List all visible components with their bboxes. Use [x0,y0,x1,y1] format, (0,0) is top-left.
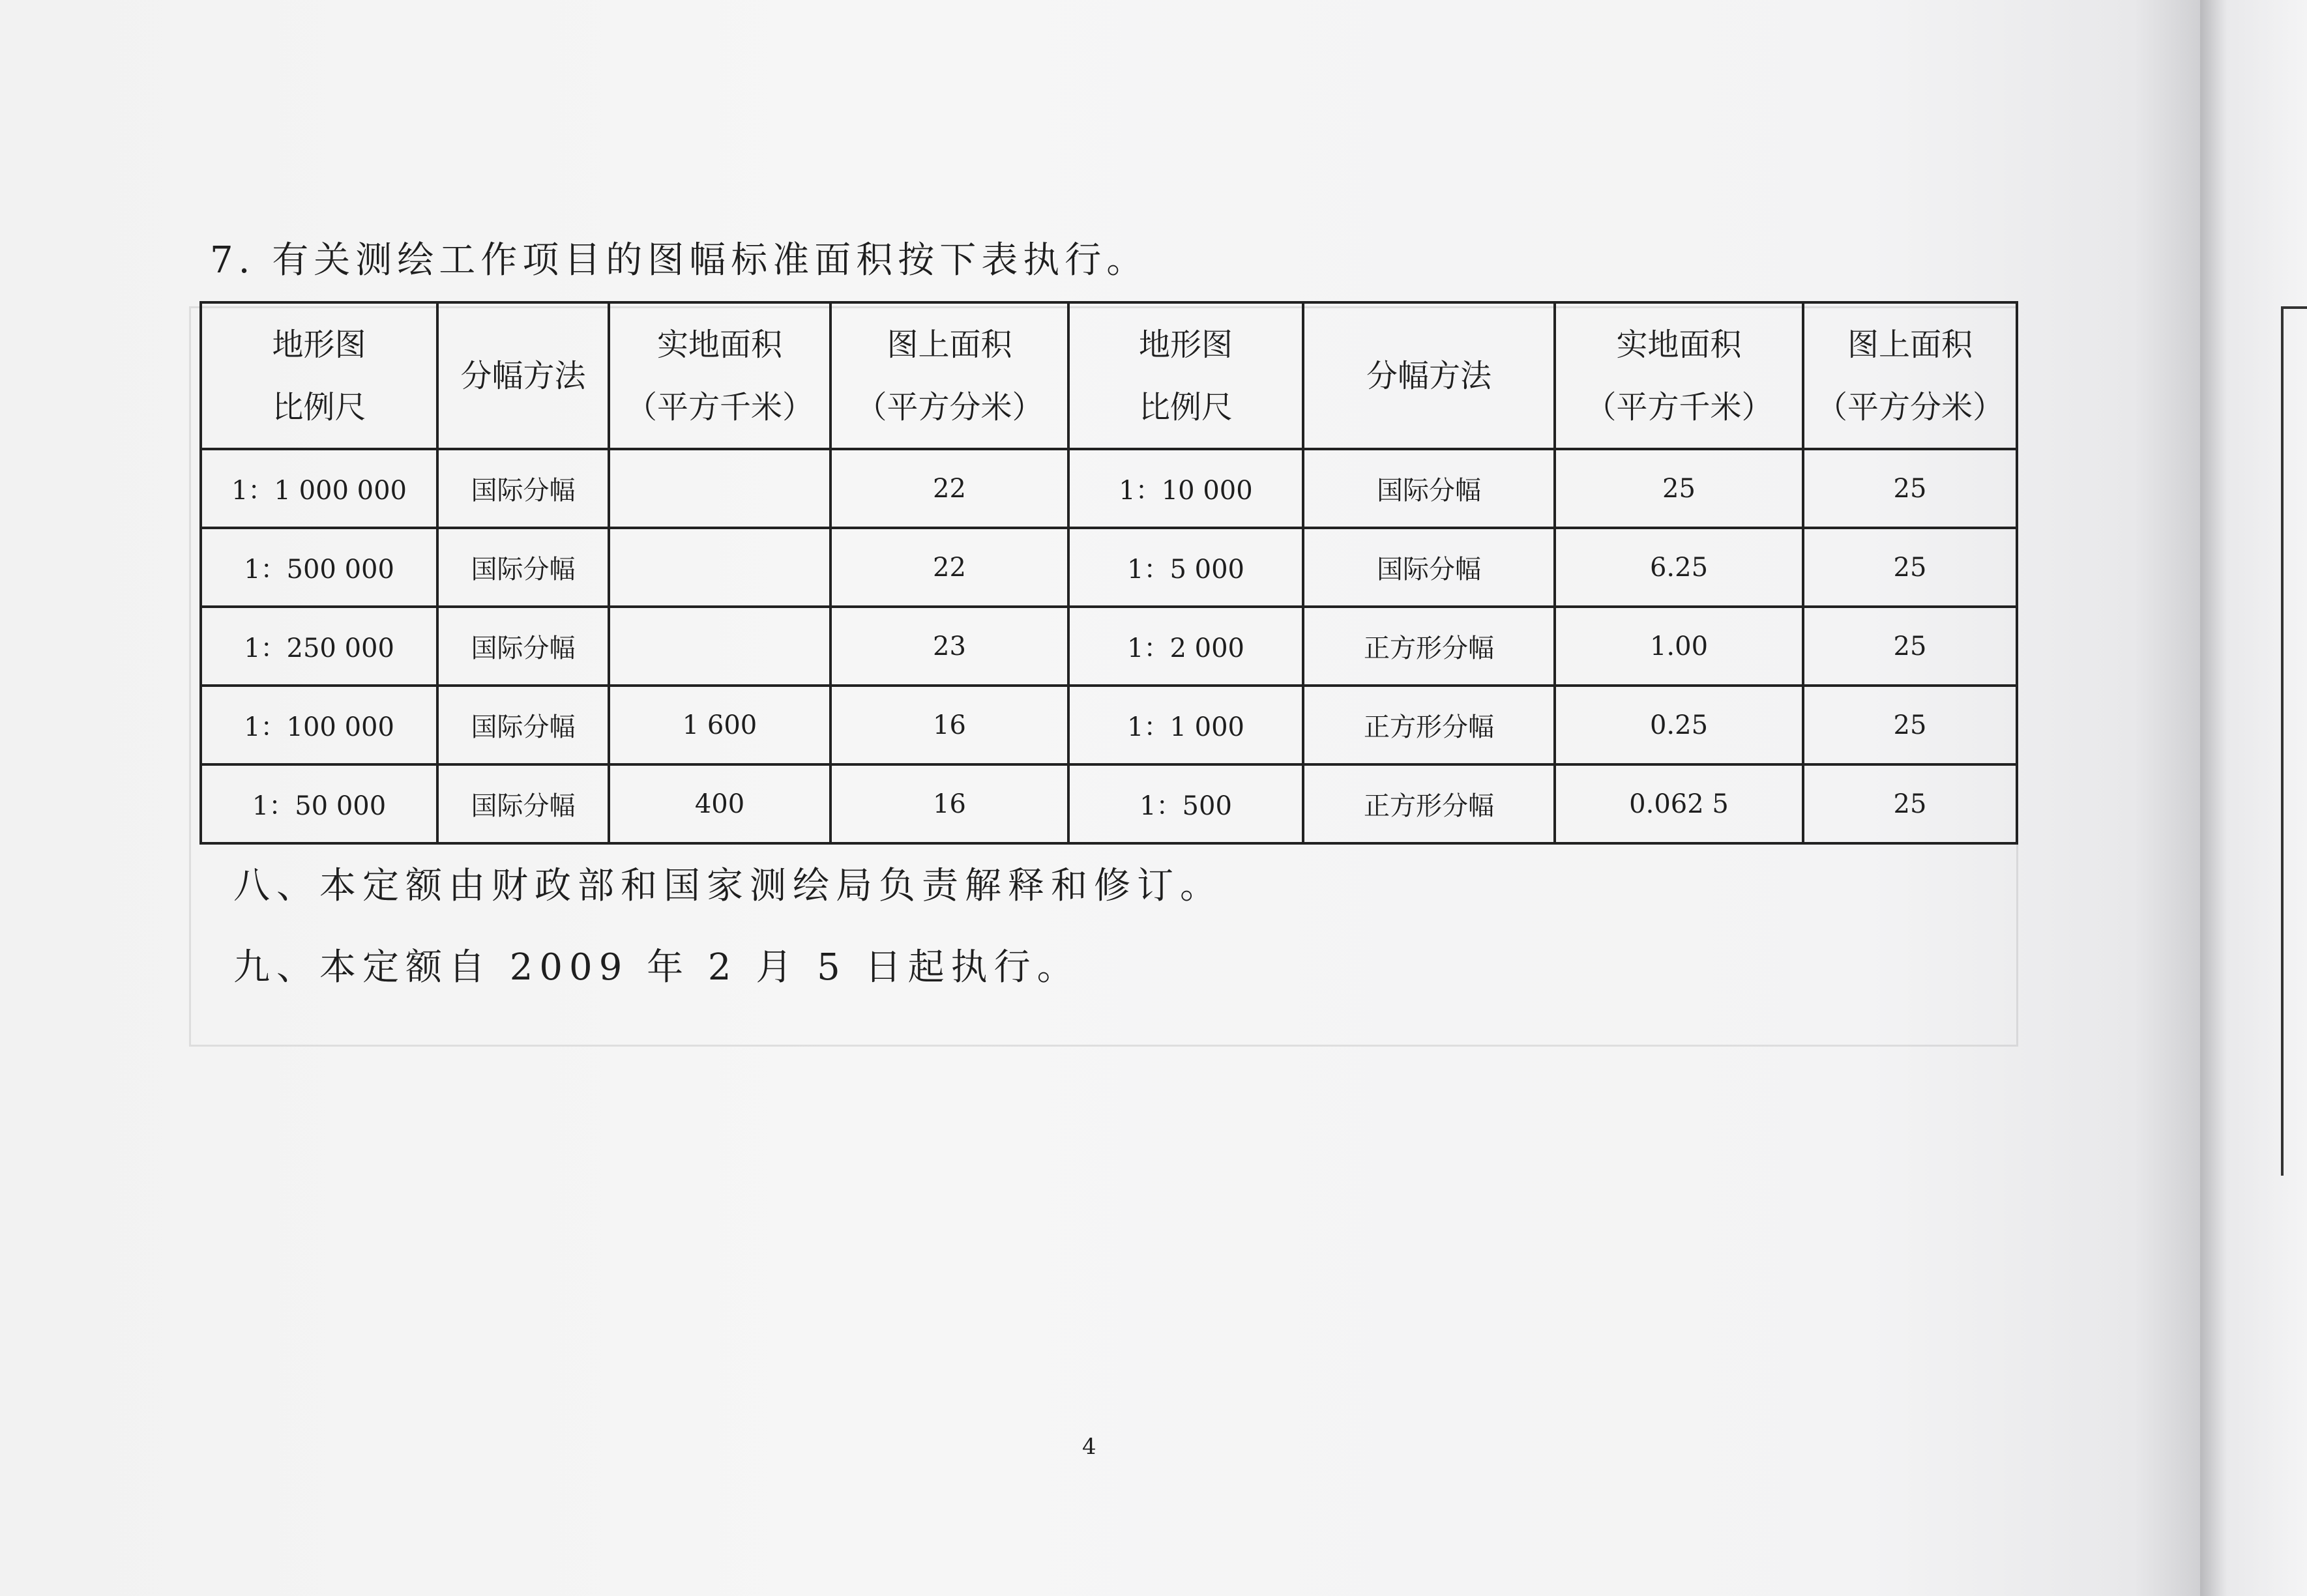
cell-map-area: 25 [1803,686,2017,764]
cell-map-area: 25 [1803,449,2017,528]
table-row [201,686,2017,764]
cell-scale: 1：100 000 [201,686,437,764]
cell-ground-area: 1.00 [1555,607,1803,686]
header-ground-area-left: 实地面积 （平方千米） [609,302,830,449]
header-map-area-left: 图上面积 （平方分米） [830,302,1068,449]
header-scale-left: 地形图 比例尺 [201,302,437,449]
header-method-left: 分幅方法 [437,302,609,449]
cell-map-area: 16 [830,686,1068,764]
adjacent-table-edge [2281,306,2307,1176]
adjacent-page-edge [2200,0,2307,1596]
cell-map-area: 25 [1803,764,2017,843]
cell-map-area: 16 [830,764,1068,843]
cell-method: 国际分幅 [1303,528,1555,607]
cell-ground-area [609,607,830,686]
cell-ground-area [609,528,830,607]
cell-ground-area: 0.062 5 [1555,764,1803,843]
page-number: 4 [1082,1434,1096,1460]
cell-ground-area [609,449,830,528]
cell-ground-area: 1 600 [609,686,830,764]
cell-method: 国际分幅 [437,449,609,528]
cell-scale: 1：10 000 [1068,449,1303,528]
cell-map-area: 25 [1803,607,2017,686]
table-row [201,449,2017,528]
header-map-area-right: 图上面积 （平方分米） [1803,302,2017,449]
cell-scale: 1：1 000 [1068,686,1303,764]
cell-scale: 1：500 000 [201,528,437,607]
standard-area-table [199,301,2018,845]
cell-method: 国际分幅 [437,764,609,843]
cell-method: 国际分幅 [437,607,609,686]
header-scale-right: 地形图 比例尺 [1068,302,1303,449]
note-eight: 八、本定额由财政部和国家测绘局负责解释和修订。 [233,865,1223,907]
cell-ground-area: 25 [1555,449,1803,528]
table-row [201,528,2017,607]
cell-scale: 1：5 000 [1068,528,1303,607]
header-method-right: 分幅方法 [1303,302,1555,449]
cell-method: 国际分幅 [437,686,609,764]
cell-ground-area: 400 [609,764,830,843]
note-nine: 九、本定额自 2009 年 2 月 5 日起执行。 [233,946,1080,989]
cell-scale: 1：250 000 [201,607,437,686]
cell-map-area: 25 [1803,528,2017,607]
cell-method: 正方形分幅 [1303,607,1555,686]
cell-scale: 1：50 000 [201,764,437,843]
header-ground-area-right: 实地面积 （平方千米） [1555,302,1803,449]
cell-method: 正方形分幅 [1303,764,1555,843]
cell-map-area: 23 [830,607,1068,686]
cell-method: 国际分幅 [437,528,609,607]
cell-map-area: 22 [830,449,1068,528]
table-header-row [201,302,2017,449]
cell-scale: 1：2 000 [1068,607,1303,686]
table-row [201,764,2017,843]
cell-ground-area: 0.25 [1555,686,1803,764]
cell-method: 正方形分幅 [1303,686,1555,764]
table-row [201,607,2017,686]
cell-scale: 1：500 [1068,764,1303,843]
item-7-heading: 7. 有关测绘工作项目的图幅标准面积按下表执行。 [210,239,1149,282]
cell-scale: 1：1 000 000 [201,449,437,528]
cell-map-area: 22 [830,528,1068,607]
cell-method: 国际分幅 [1303,449,1555,528]
cell-ground-area: 6.25 [1555,528,1803,607]
